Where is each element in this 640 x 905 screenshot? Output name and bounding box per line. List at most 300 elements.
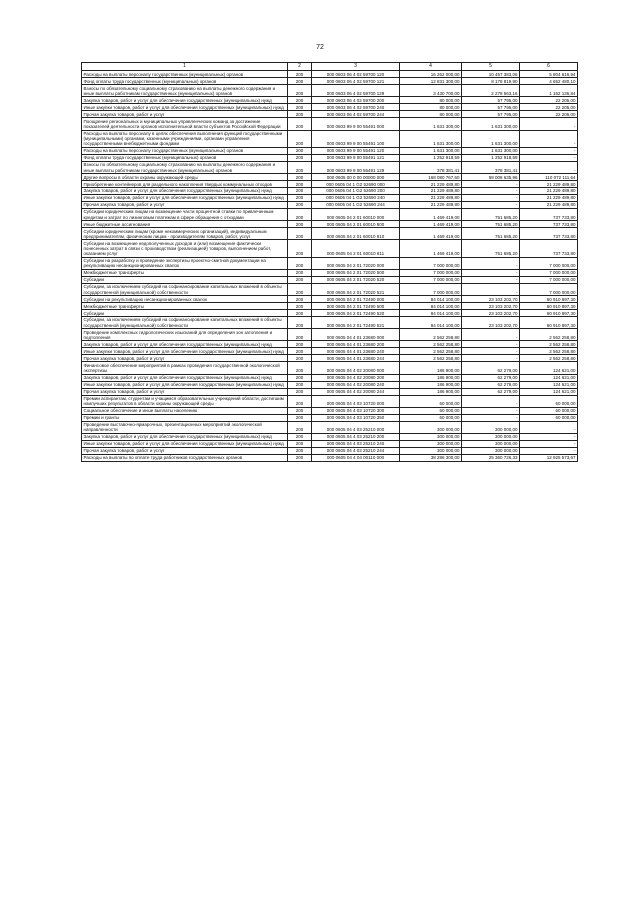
row-remaining-amount: 22 205,00 [520,104,578,111]
row-approved-amount: 16 262 000,00 [400,71,462,78]
row-remaining-amount: 60 910 897,30 [520,317,578,329]
row-line-code: 200 [288,388,312,395]
row-executed-amount: - [462,269,520,276]
table-row [82,228,578,240]
row-remaining-amount: 60 000,00 [520,395,578,407]
table-row [82,111,578,118]
table-row [82,195,578,202]
row-name: Субсидии, за исключением субсидий на софинансирование капитальных вложений в объекты государственной (муниципальной) собственности [82,317,288,329]
row-line-code: 200 [288,174,312,181]
row-executed-amount: - [462,195,520,202]
row-executed-amount: 25 360 726,33 [462,454,520,461]
row-line-code: 200 [288,381,312,388]
row-budget-code: 000 0603 06 4 02 59700 244 [312,111,400,118]
row-budget-code: 000 0605 04 4 02 20080 244 [312,388,400,395]
row-line-code: 200 [288,454,312,461]
row-approved-amount: 7 000 000,00 [400,257,462,269]
row-name: Прочая закупка товаров, работ и услуг [82,111,288,118]
row-executed-amount: - [462,202,520,209]
row-executed-amount: 23 103 202,70 [462,310,520,317]
row-approved-amount: 2 562 258,80 [400,341,462,348]
row-executed-amount: 300 000,00 [462,447,520,454]
row-budget-code: 000 0605 04 2 01 72020 520 [312,276,400,283]
row-line-code: 200 [288,348,312,355]
row-name: Субсидии [82,276,288,283]
row-remaining-amount: 124 621,00 [520,388,578,395]
row-name: Приобретение контейнеров для раздельного накопления твердых коммунальных отходов [82,181,288,188]
table-row [82,317,578,329]
table-body [82,71,578,462]
row-executed-amount: 300 000,00 [462,440,520,447]
row-approved-amount: 300 000,00 [400,440,462,447]
row-executed-amount: - [462,407,520,414]
row-budget-code: 000 0605 04 1 G2 52690 200 [312,188,400,195]
row-line-code: 200 [288,310,312,317]
row-name: Закупка товаров, работ и услуг для обеспечения государственных (муниципальных) нужд [82,97,288,104]
row-executed-amount: 62 279,00 [462,374,520,381]
row-budget-code: 000 0605 04 2 01 72020 521 [312,283,400,295]
row-name: Расходы на выплаты персоналу государственных (муниципальных) органов [82,71,288,78]
row-name: Иные закупки товаров, работ и услуг для обеспечения государственных (муниципальных) нужд [82,440,288,447]
row-approved-amount: 300 000,00 [400,447,462,454]
row-remaining-amount: 7 000 000,00 [520,276,578,283]
table-row [82,296,578,303]
row-approved-amount: 84 014 100,00 [400,310,462,317]
row-executed-amount: - [462,395,520,407]
row-executed-amount: - [462,355,520,362]
row-remaining-amount: 7 000 000,00 [520,283,578,295]
row-line-code: 200 [288,257,312,269]
row-approved-amount: 1 469 419,00 [400,221,462,228]
row-name: Премии и гранты [82,414,288,421]
row-name: Закупка товаров, работ и услуг для обеспечения государственных (муниципальных) нужд [82,374,288,381]
row-budget-code: 000 0603 99 9 00 55491 000 [312,118,400,130]
row-executed-amount: 300 000,00 [462,421,520,433]
row-name: Поощрение региональных и муниципальных управленческих команд за достижение показателей деятельности органов исполнительной власти субъектов Российской Федерации [82,118,288,130]
row-name: Субсидии на разработку и проведение экспертизы проектно-сметной документации на рекультивацию несанкционированных свалок [82,257,288,269]
row-line-code: 200 [288,283,312,295]
table-row [82,221,578,228]
row-approved-amount: 1 469 419,00 [400,228,462,240]
row-name: Межбюджетные трансферты [82,269,288,276]
row-budget-code: 000 0603 06 4 02 59700 129 [312,85,400,97]
row-name: Прочая закупка товаров, работ и услуг [82,447,288,454]
row-budget-code: 000 0605 04 2 01 60010 800 [312,221,400,228]
row-executed-amount: - [462,181,520,188]
row-line-code: 200 [288,317,312,329]
row-name: Иные закупки товаров, работ и услуг для обеспечения государственных (муниципальных) нужд [82,104,288,111]
row-budget-code: 000 0605 04 4 03 25210 000 [312,421,400,433]
header-row [82,63,578,71]
row-name: Расходы на выплаты по оплате труда работников государственных органов [82,454,288,461]
row-executed-amount: - [462,414,520,421]
row-name: Проведение комплексных гидрологических изысканий для определения зон затопления и подтопления [82,329,288,341]
row-line-code: 200 [288,104,312,111]
row-remaining-amount: 124 621,00 [520,381,578,388]
row-line-code: 200 [288,421,312,433]
table-row [82,174,578,181]
budget-table [81,62,578,462]
row-line-code: 200 [288,296,312,303]
row-executed-amount: - [462,283,520,295]
column-header: 5 [462,63,520,71]
table-row [82,257,578,269]
row-line-code: 200 [288,161,312,173]
row-name: Другие вопросы в области охраны окружающей среды [82,174,288,181]
row-approved-amount: 378 381,41 [400,161,462,173]
row-approved-amount: 12 831 300,00 [400,78,462,85]
row-approved-amount: 84 014 100,00 [400,303,462,310]
row-approved-amount: 186 900,00 [400,381,462,388]
row-budget-code: 000 0603 06 4 02 59700 200 [312,97,400,104]
table-row [82,269,578,276]
table-row [82,85,578,97]
row-line-code: 200 [288,181,312,188]
row-line-code: 200 [288,111,312,118]
row-name: Фонд оплаты труда государственных (муниципальных) органов [82,154,288,161]
table-row [82,78,578,85]
row-budget-code: 000 0605 04 4 04 00110 000 [312,454,400,461]
row-budget-code: 000 0605 04 2 01 72490 521 [312,317,400,329]
row-approved-amount: 186 900,00 [400,388,462,395]
row-remaining-amount: 5 804 616,94 [520,71,578,78]
row-remaining-amount: 60 910 897,30 [520,296,578,303]
row-executed-amount: 300 000,00 [462,433,520,440]
row-remaining-amount: - [520,118,578,130]
table-row [82,209,578,221]
row-name: Иные бюджетные ассигнования [82,221,288,228]
row-executed-amount: 751 685,20 [462,221,520,228]
row-approved-amount: 1 469 419,00 [400,240,462,257]
table-row [82,147,578,154]
row-approved-amount: 21 229 489,80 [400,202,462,209]
row-line-code: 200 [288,240,312,257]
row-name: Субсидии на рекультивацию несанкционированных свалок [82,296,288,303]
row-executed-amount: 57 795,00 [462,104,520,111]
row-name: Взносы по обязательному социальному страхованию на выплаты денежного содержания и иные выплаты работникам государственных (муниципальных) органов [82,85,288,97]
row-budget-code: 000 0603 06 4 02 59700 121 [312,78,400,85]
table-row [82,97,578,104]
table-row [82,181,578,188]
row-line-code: 200 [288,154,312,161]
table-row [82,303,578,310]
row-approved-amount: 300 000,00 [400,433,462,440]
row-approved-amount: 186 900,00 [400,362,462,374]
table-row [82,381,578,388]
row-executed-amount: 1 631 300,00 [462,147,520,154]
row-approved-amount: 21 229 489,80 [400,195,462,202]
row-approved-amount: 38 286 300,00 [400,454,462,461]
row-line-code: 200 [288,407,312,414]
row-name: Фонд оплаты труда государственных (муниципальных) органов [82,78,288,85]
row-remaining-amount: 21 229 489,80 [520,181,578,188]
row-approved-amount: 7 000 000,00 [400,276,462,283]
row-remaining-amount: - [520,421,578,433]
table-row [82,202,578,209]
row-executed-amount: 1 631 300,00 [462,118,520,130]
table-row [82,407,578,414]
row-budget-code: 000 0605 04 4 03 10720 350 [312,414,400,421]
row-line-code: 200 [288,433,312,440]
row-budget-code: 000 0605 04 1 G2 52690 244 [312,202,400,209]
row-name: Субсидии [82,310,288,317]
row-executed-amount: 57 795,00 [462,111,520,118]
table-row [82,154,578,161]
row-line-code: 200 [288,355,312,362]
row-name: Прочая закупка товаров, работ и услуг [82,355,288,362]
column-header: 4 [400,63,462,71]
row-executed-amount: - [462,341,520,348]
row-line-code: 200 [288,71,312,78]
row-name: Прочая закупка товаров, работ и услуг [82,388,288,395]
row-approved-amount: 1 631 300,00 [400,147,462,154]
row-budget-code: 000 0605 04 4 02 20080 240 [312,381,400,388]
row-line-code: 200 [288,85,312,97]
row-line-code: 200 [288,228,312,240]
table-row [82,329,578,341]
row-budget-code: 000 0605 04 4 03 25210 240 [312,440,400,447]
row-name: Закупка товаров, работ и услуг для обеспечения государственных (муниципальных) нужд [82,433,288,440]
row-approved-amount: 84 014 100,00 [400,296,462,303]
row-approved-amount: 21 229 489,80 [400,181,462,188]
row-approved-amount: 80 000,00 [400,104,462,111]
row-approved-amount: 7 000 000,00 [400,283,462,295]
row-executed-amount: 8 178 819,90 [462,78,520,85]
row-executed-amount: 57 795,00 [462,97,520,104]
row-executed-amount: - [462,188,520,195]
row-budget-code: 000 0603 99 9 00 55491 120 [312,147,400,154]
row-name: Проведение выставочно-ярмарочных, презентационных мероприятий экологической направленности [82,421,288,433]
row-line-code: 200 [288,202,312,209]
row-budget-code: 000 0603 99 9 00 55491 100 [312,130,400,147]
row-approved-amount: 186 900,00 [400,374,462,381]
row-budget-code: 000 0605 04 4 01 23680 240 [312,348,400,355]
row-approved-amount: 1 252 918,59 [400,154,462,161]
table-row [82,276,578,283]
row-remaining-amount: 124 621,00 [520,362,578,374]
row-budget-code: 000 0605 04 4 01 23680 000 [312,329,400,341]
table-row [82,421,578,433]
row-budget-code: 000 0605 04 2 01 72020 500 [312,269,400,276]
table-row [82,188,578,195]
row-approved-amount: 2 562 258,80 [400,348,462,355]
table-row [82,447,578,454]
row-executed-amount: 751 685,20 [462,209,520,221]
row-executed-amount: - [462,257,520,269]
row-budget-code: 000 0605 04 1 G2 52690 000 [312,181,400,188]
row-remaining-amount: - [520,447,578,454]
row-remaining-amount: 12 925 573,67 [520,454,578,461]
row-remaining-amount: 60 910 897,30 [520,310,578,317]
row-approved-amount: 2 562 258,80 [400,329,462,341]
row-remaining-amount: 110 072 111,64 [520,174,578,181]
row-budget-code: 000 0605 04 2 01 72490 520 [312,310,400,317]
row-remaining-amount: 737 733,80 [520,221,578,228]
row-budget-code: 000 0603 99 9 00 55491 129 [312,161,400,173]
row-name: Иные закупки товаров, работ и услуг для обеспечения государственных (муниципальных) нужд [82,348,288,355]
row-approved-amount: 60 000,00 [400,414,462,421]
row-executed-amount: 23 103 202,70 [462,303,520,310]
row-line-code: 200 [288,97,312,104]
row-executed-amount: 62 279,00 [462,388,520,395]
table-row [82,348,578,355]
row-line-code: 200 [288,414,312,421]
row-approved-amount: 168 080 767,60 [400,174,462,181]
row-approved-amount: 1 631 300,00 [400,130,462,147]
row-executed-amount: 62 279,00 [462,381,520,388]
row-budget-code: 000 0605 04 2 01 60010 811 [312,240,400,257]
row-remaining-amount: 737 733,80 [520,209,578,221]
row-line-code: 200 [288,440,312,447]
row-remaining-amount: 22 205,00 [520,97,578,104]
row-name: Расходы на выплаты персоналу в целях обеспечения выполнения функций государственными (муниципальными) органами, казенными учреждениями, органами управления государственными внебюджетными фондами [82,130,288,147]
row-name: Закупка товаров, работ и услуг для обеспечения государственных (муниципальных) нужд [82,341,288,348]
column-header: 2 [288,63,312,71]
row-name: Межбюджетные трансферты [82,303,288,310]
row-approved-amount: 1 469 419,00 [400,209,462,221]
row-approved-amount: 80 000,00 [400,111,462,118]
row-executed-amount: 751 685,20 [462,228,520,240]
row-budget-code: 000 0605 04 2 01 60010 000 [312,209,400,221]
row-line-code: 200 [288,195,312,202]
row-line-code: 200 [288,188,312,195]
row-remaining-amount: 7 000 000,00 [520,257,578,269]
column-header: 1 [82,63,288,71]
table-row [82,341,578,348]
row-budget-code: 000 0605 00 0 00 00000 000 [312,174,400,181]
row-remaining-amount: 2 562 258,80 [520,329,578,341]
row-executed-amount: 23 103 202,70 [462,296,520,303]
row-line-code: 200 [288,118,312,130]
row-name: Закупка товаров, работ и услуг для обеспечения государственных (муниципальных) нужд [82,188,288,195]
row-name: Иные закупки товаров, работ и услуг для обеспечения государственных (муниципальных) нужд [82,195,288,202]
column-header: 6 [520,63,578,71]
table-row [82,414,578,421]
row-budget-code: 000 0603 99 9 00 55491 121 [312,154,400,161]
row-executed-amount: 751 685,20 [462,240,520,257]
table-row [82,104,578,111]
row-line-code: 200 [288,362,312,374]
row-executed-amount: 378 381,41 [462,161,520,173]
row-remaining-amount: 2 562 258,80 [520,348,578,355]
table-row [82,130,578,147]
row-remaining-amount: - [520,440,578,447]
table-row [82,240,578,257]
row-budget-code: 000 0603 06 4 02 59700 240 [312,104,400,111]
table-row [82,433,578,440]
row-remaining-amount: - [520,161,578,173]
row-remaining-amount: 22 205,00 [520,111,578,118]
row-approved-amount: 1 631 300,00 [400,118,462,130]
row-name: Расходы на выплаты персоналу государственных (муниципальных) органов [82,147,288,154]
row-executed-amount: 62 279,00 [462,362,520,374]
row-approved-amount: 3 430 700,00 [400,85,462,97]
row-remaining-amount: 60 000,00 [520,414,578,421]
row-line-code: 200 [288,269,312,276]
table-row [82,454,578,461]
row-name: Финансовое обеспечение мероприятий в рамках проведения государственной экологической экспертизы [82,362,288,374]
row-budget-code: 000 0605 04 4 02 20080 000 [312,362,400,374]
row-line-code: 200 [288,303,312,310]
row-budget-code: 000 0605 04 4 03 10720 000 [312,395,400,407]
row-executed-amount: 1 252 918,59 [462,154,520,161]
row-approved-amount: 60 000,00 [400,407,462,414]
row-budget-code: 000 0605 04 4 03 25210 244 [312,447,400,454]
row-budget-code: 000 0605 04 1 G2 52690 240 [312,195,400,202]
page-number: 72 [316,44,324,51]
row-remaining-amount: 2 562 258,80 [520,341,578,348]
row-line-code: 200 [288,447,312,454]
row-executed-amount: 1 631 300,00 [462,130,520,147]
row-remaining-amount: 21 229 489,80 [520,202,578,209]
row-remaining-amount: 737 733,80 [520,240,578,257]
row-remaining-amount: - [520,154,578,161]
table-row [82,388,578,395]
row-approved-amount: 300 000,00 [400,421,462,433]
row-line-code: 200 [288,374,312,381]
row-executed-amount: - [462,276,520,283]
row-remaining-amount: - [520,433,578,440]
table-row [82,395,578,407]
row-budget-code: 000 0605 04 4 01 23680 244 [312,355,400,362]
row-name: Субсидии, за исключением субсидий на софинансирование капитальных вложений в объекты государственной (муниципальной) собственности [82,283,288,295]
row-line-code: 200 [288,78,312,85]
row-budget-code: 000 0605 04 4 03 25210 200 [312,433,400,440]
row-name: Социальное обеспечение и иные выплаты населению [82,407,288,414]
row-name: Субсидии юридическим лицам (кроме некоммерческих организаций), индивидуальным предпринимателям, физическим лицам - производителям товаров, работ, услуг [82,228,288,240]
row-budget-code: 000 0605 04 4 03 10720 300 [312,407,400,414]
row-line-code: 200 [288,329,312,341]
row-remaining-amount: 124 621,00 [520,374,578,381]
row-name: Иные закупки товаров, работ и услуг для обеспечения государственных (муниципальных) нужд [82,381,288,388]
row-approved-amount: 2 562 258,80 [400,355,462,362]
row-budget-code: 000 0605 04 4 02 20080 200 [312,374,400,381]
row-remaining-amount: 7 000 000,00 [520,269,578,276]
row-line-code: 200 [288,221,312,228]
row-name: Субсидии на возмещение недополученных доходов и (или) возмещение фактически понесенных затрат в связи с производством (реализацией) товаров, выполнением работ, оказанием услуг [82,240,288,257]
row-executed-amount: 2 278 563,16 [462,85,520,97]
row-remaining-amount: 2 562 258,80 [520,355,578,362]
row-approved-amount: 7 000 000,00 [400,269,462,276]
row-line-code: 200 [288,209,312,221]
table-row [82,440,578,447]
row-name: Взносы по обязательному социальному страхованию на выплаты денежного содержания и иные выплаты работникам государственных (муниципальных) органов [82,161,288,173]
row-line-code: 200 [288,130,312,147]
row-remaining-amount: 21 229 489,80 [520,195,578,202]
row-remaining-amount: 737 733,80 [520,228,578,240]
row-approved-amount: 21 229 489,80 [400,188,462,195]
table-row [82,71,578,78]
row-budget-code: 000 0605 04 2 01 60010 810 [312,228,400,240]
row-executed-amount: 58 008 635,96 [462,174,520,181]
row-line-code: 200 [288,395,312,407]
row-remaining-amount: 60 910 897,30 [520,303,578,310]
row-executed-amount: 23 103 202,70 [462,317,520,329]
table-row [82,362,578,374]
row-line-code: 200 [288,276,312,283]
row-budget-code: 000 0603 06 4 02 59700 120 [312,71,400,78]
row-budget-code: 000 0605 04 2 01 72020 000 [312,257,400,269]
row-remaining-amount: 4 652 480,10 [520,78,578,85]
row-remaining-amount: 21 229 489,80 [520,188,578,195]
table-row [82,161,578,173]
row-approved-amount: 84 014 100,00 [400,317,462,329]
row-executed-amount: - [462,348,520,355]
row-line-code: 200 [288,341,312,348]
row-budget-code: 000 0605 04 2 01 72490 000 [312,296,400,303]
row-remaining-amount: 60 000,00 [520,407,578,414]
table-row [82,283,578,295]
